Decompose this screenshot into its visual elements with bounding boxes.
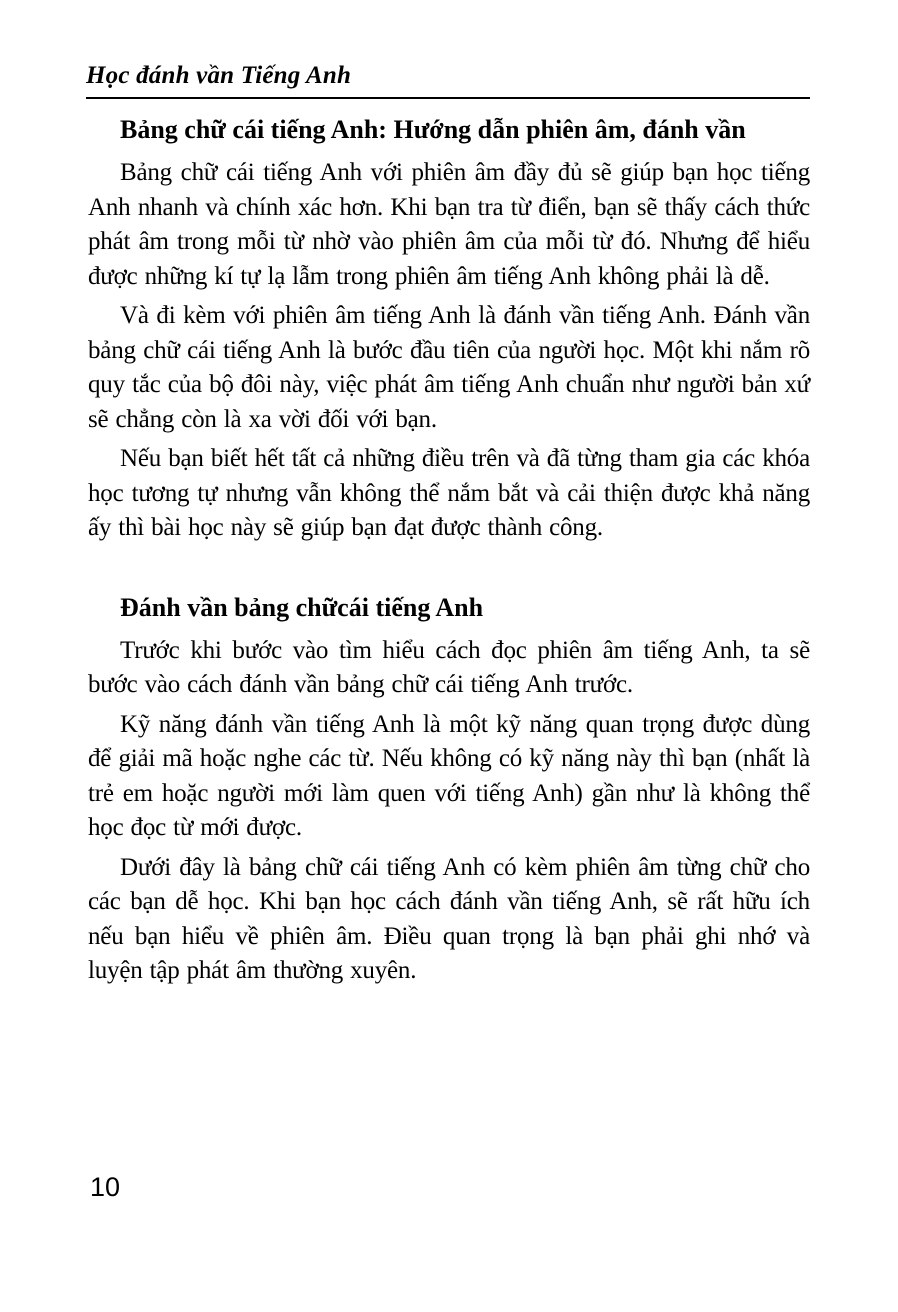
page-number: 10 — [90, 1172, 121, 1202]
running-header-title: Học đánh vần Tiếng Anh — [86, 62, 352, 89]
page-content — [88, 112, 810, 994]
section-heading-spelling-alphabet: Đánh vần bảng chữcái tiếng Anh — [120, 592, 484, 622]
paragraph: Trước khi bước vào tìm hiểu cách đọc phiên âm tiếng Anh, ta sẽ bước vào cách đánh vần bảng chữ cái tiếng Anh trước. — [88, 636, 810, 698]
section-heading-phonetics-guide: Bảng chữ cái tiếng Anh: Hướng dẫn phiên âm, đánh vần — [120, 115, 746, 144]
paragraph: Dưới đây là bảng chữ cái tiếng Anh có kèm phiên âm từng chữ cho các bạn dễ học. Khi bạn học cách đánh vần tiếng Anh, sẽ rất hữu ích nếu bạn hiểu về phiên âm. Điều quan trọng là bạn phải ghi nhớ và luyện tập phát âm thường xuyên. — [88, 853, 810, 984]
running-header — [86, 62, 810, 99]
paragraph: Kỹ năng đánh vần tiếng Anh là một kỹ năng quan trọng được dùng để giải mã hoặc nghe các từ. Nếu không có kỹ năng này thì bạn (nhất là trẻ em hoặc người mới làm quen với tiếng Anh) gần như là không thể học đọc từ mới được. — [88, 710, 810, 841]
paragraph: Và đi kèm với phiên âm tiếng Anh là đánh vần tiếng Anh. Đánh vần bảng chữ cái tiếng Anh là bước đầu tiên của người học. Một khi nắm rõ quy tắc của bộ đôi này, việc phát âm tiếng Anh chuẩn như người bản xứ sẽ chẳng còn là xa vời đối với bạn. — [88, 302, 810, 433]
paragraph: Nếu bạn biết hết tất cả những điều trên và đã từng tham gia các khóa học tương tự nhưng vẫn không thể nắm bắt và cải thiện được khả năng ấy thì bài học này sẽ giúp bạn đạt được thành công. — [88, 445, 810, 541]
paragraph: Bảng chữ cái tiếng Anh với phiên âm đầy đủ sẽ giúp bạn học tiếng Anh nhanh và chính xác hơn. Khi bạn tra từ điển, bạn sẽ thấy cách thức phát âm trong mỗi từ nhờ vào phiên âm của mỗi từ đó. Nhưng để hiểu được những kí tự lạ lẫm trong phiên âm tiếng Anh không phải là dễ. — [88, 159, 810, 290]
